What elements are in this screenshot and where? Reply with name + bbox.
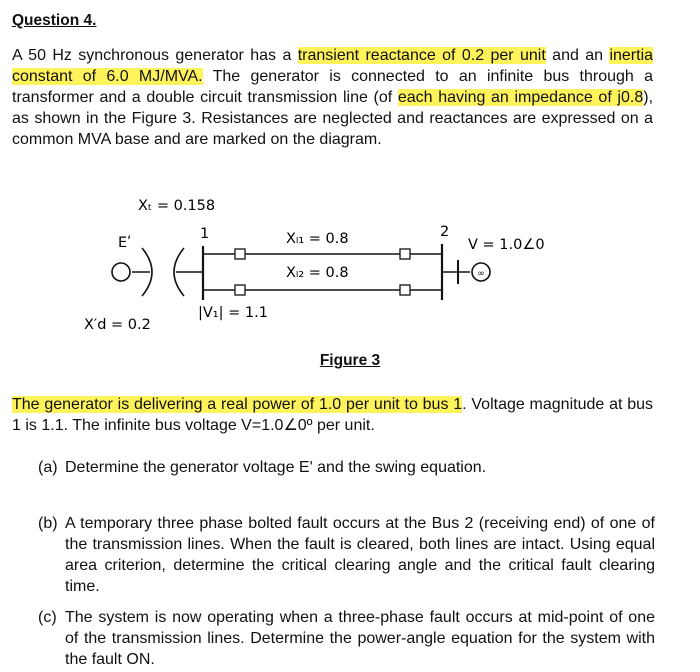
label-v1: |V₁| = 1.1 [198, 305, 268, 321]
highlight-real-power: The generator is delivering a real power of 1.0 per unit to bus 1 [12, 396, 463, 413]
intro-text-2: and an [545, 47, 610, 64]
label-e-prime: Eʹ [118, 235, 132, 251]
part-b [38, 513, 655, 597]
part-a-text: Determine the generator voltage Eʹ and the swing equation. [65, 459, 487, 476]
label-xt: Xₜ = 0.158 [138, 198, 216, 214]
breaker-l1-left [235, 249, 245, 259]
generator-symbol [112, 263, 130, 281]
part-b-text: A temporary three phase bolted fault occurs at the Bus 2 (receiving end) of one of the transmission lines. When the fault is cleared, both lines are intact. Using equal area criterion, determine the critical clearing angle and the critical fault clearing time. [65, 515, 655, 595]
highlight-inertia-constant: inertia constant of 6.0 MJ/MVA. [12, 47, 654, 85]
intro-text-4: ), as shown in the Figure 3. Resistances are neglected and reactances are expressed on a common MVA base and are marked on the diagram. [12, 89, 654, 148]
part-a [38, 457, 655, 478]
breaker-l2-left [235, 285, 245, 295]
label-xl1: Xₗ₁ = 0.8 [286, 231, 349, 247]
part-c-label: (c) [38, 609, 57, 626]
delivery-paragraph [12, 394, 653, 436]
figure-caption: Figure 3 [319, 352, 381, 369]
figure-3-diagram [80, 190, 640, 340]
label-v-infinite: V = 1.0∠0 [468, 237, 545, 253]
label-xd: X′d = 0.2 [84, 317, 151, 333]
highlight-transient-reactance: transient reactance of 0.2 per unit [297, 47, 546, 64]
part-a-label: (a) [38, 459, 58, 476]
label-bus1: 1 [200, 226, 210, 242]
intro-text-3: The generator is connected to an infinite bus through a transformer and a double circuit transmission line (of [12, 68, 654, 106]
intro-text-1: A 50 Hz synchronous generator has a [12, 47, 298, 64]
label-xl2: Xₗ₂ = 0.8 [286, 265, 349, 281]
part-c-text: The system is now operating when a three-phase fault occurs at mid-point of one of the transmission lines. Determine the power-angle equation for the system with the fault ON. [65, 609, 655, 668]
part-b-label: (b) [38, 515, 58, 532]
part-c [38, 607, 655, 670]
breaker-l1-right [400, 249, 410, 259]
infinite-source-glyph: ∞ [477, 269, 485, 279]
intro-paragraph [12, 45, 653, 150]
breaker-l2-right [400, 285, 410, 295]
question-title: Question 4. [12, 12, 97, 29]
delivery-text: . Voltage magnitude at bus 1 is 1.1. The infinite bus voltage V=1.0∠0º per unit. [12, 396, 654, 434]
label-bus2: 2 [440, 224, 450, 240]
highlight-line-impedance: each having an impedance of j0.8 [397, 89, 644, 106]
